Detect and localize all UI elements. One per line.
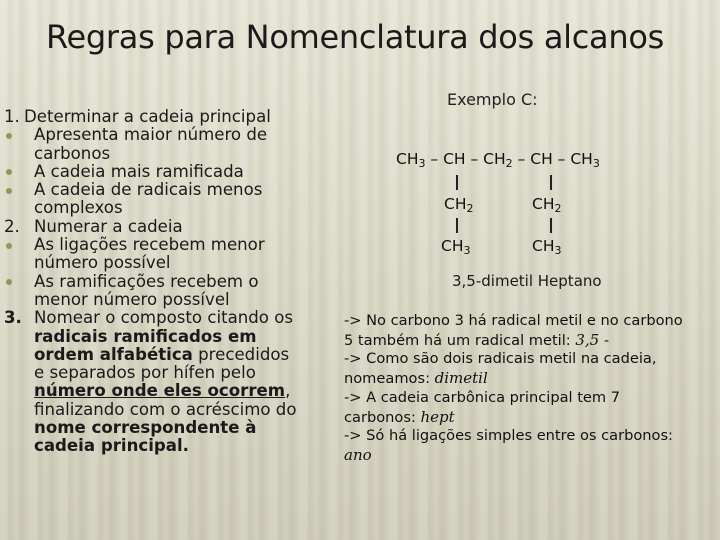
formula-part: CH: [441, 237, 464, 255]
bullet-5: [4, 273, 320, 310]
rule-3-line-2: radicais ramificados em: [34, 326, 257, 346]
bond-line: [550, 218, 552, 233]
formula-part: CH: [532, 195, 555, 213]
formula-part: CH: [396, 150, 419, 168]
bullet-4-line-1: As ligações recebem menor: [34, 235, 265, 255]
explanation-italic: 3,5 -: [575, 330, 610, 349]
example-title: Exemplo C:: [447, 90, 538, 109]
rule-3-line-4: e separados por hífen pelo: [34, 363, 256, 383]
formula-subscript: 3: [418, 157, 426, 170]
bullet-1-line-1: Apresenta maior número de: [34, 125, 268, 145]
rule-3-line-3: [34, 346, 320, 364]
bullet-3-line-2: complexos: [34, 198, 123, 218]
explanation-italic: hept: [420, 407, 455, 426]
rule-3: [4, 309, 320, 455]
bond-line: [550, 175, 552, 190]
formula-subscript: 3: [463, 244, 471, 257]
bullet-5-line-2: menor número possível: [34, 289, 230, 309]
rule-3-line-8: cadeia principal.: [34, 436, 189, 456]
bullet-3-line-1: A cadeia de radicais menos: [34, 180, 263, 200]
formula-part: – CH – CH: [425, 150, 506, 168]
bullet-2: [4, 163, 320, 181]
rule-3-text: ,: [285, 381, 291, 401]
rule-3-line-6: finalizando com o acréscimo do: [34, 399, 297, 419]
explanation-text: carbonos:: [344, 408, 421, 426]
explanation-line-7: -> Só há ligações simples entre os carbonos:: [344, 427, 673, 445]
slide-title: Regras para Nomenclatura dos alcanos: [46, 18, 664, 56]
formula-subscript: 3: [592, 157, 600, 170]
rule-2-text: Numerar a cadeia: [34, 216, 183, 236]
rules-list: [4, 108, 320, 456]
rule-3-text: precedidos: [192, 344, 290, 364]
bullet-5-line-1: As ramificações recebem o: [34, 271, 259, 291]
bullet-1-line-2: carbonos: [34, 143, 111, 163]
formula-part: – CH – CH: [512, 150, 593, 168]
explanation-line-3: -> Como são dois radicais metil na cadeia,: [344, 350, 657, 368]
explanation-line-5: -> A cadeia carbônica principal tem 7: [344, 388, 621, 406]
rule-2: [4, 218, 320, 236]
rule-3-line-7: nome correspondente à: [34, 418, 257, 438]
explanation-line-1: -> No carbono 3 há radical metil e no carbono: [344, 312, 683, 329]
bullet-4: [4, 236, 320, 273]
main-chain-formula: [396, 150, 600, 170]
rule-3-number: 3.: [4, 308, 22, 328]
rule-1-text: Determinar a cadeia principal: [24, 107, 271, 126]
bullet-dot-icon: [4, 126, 32, 144]
explanation-line-6: [344, 408, 719, 428]
rule-3-line-5: [34, 382, 320, 400]
explanation-text: nomeamos:: [344, 370, 435, 388]
bullet-dot-icon: [4, 236, 32, 254]
rule-3-emphasis-number: número onde eles ocorrem: [34, 381, 286, 401]
bullet-1: [4, 126, 320, 163]
bond-line: [456, 218, 458, 233]
rule-2-number: 2.: [4, 216, 20, 236]
bond-line: [456, 175, 458, 190]
explanation-line-4: [344, 369, 719, 389]
branch-2-ch3: [532, 237, 561, 257]
explanation-text: 5 também há um radical metil:: [344, 331, 576, 349]
bullet-2-line-1: A cadeia mais ramificada: [34, 161, 244, 181]
formula-part: CH: [444, 195, 467, 213]
formula-subscript: 2: [554, 202, 562, 215]
bullet-dot-icon: [4, 273, 32, 291]
branch-2-ch2: [532, 195, 561, 215]
rule-1-number: 1.: [4, 107, 20, 126]
rule-3-line-1: Nomear o composto citando os: [34, 308, 294, 328]
bullet-4-line-2: número possível: [34, 253, 171, 273]
bullet-dot-icon: [4, 181, 32, 199]
formula-part: CH: [532, 237, 555, 255]
branch-1-ch2: [444, 195, 473, 215]
formula-subscript: 2: [466, 202, 474, 215]
explanation-line-8: [344, 446, 719, 466]
formula-subscript: 2: [505, 157, 513, 170]
explanation-italic: ano: [344, 445, 372, 464]
explanation: [344, 312, 719, 466]
bullet-dot-icon: [4, 163, 32, 181]
explanation-italic: dimetil: [434, 369, 488, 388]
compound-name: 3,5-dimetil Heptano: [452, 272, 602, 290]
bullet-3: [4, 181, 320, 218]
branch-1-ch3: [441, 237, 470, 257]
explanation-line-2: [344, 331, 719, 351]
rule-3-emphasis-alphabetical: ordem alfabética: [34, 344, 193, 364]
rule-1: [4, 108, 320, 126]
formula-subscript: 3: [554, 244, 562, 257]
